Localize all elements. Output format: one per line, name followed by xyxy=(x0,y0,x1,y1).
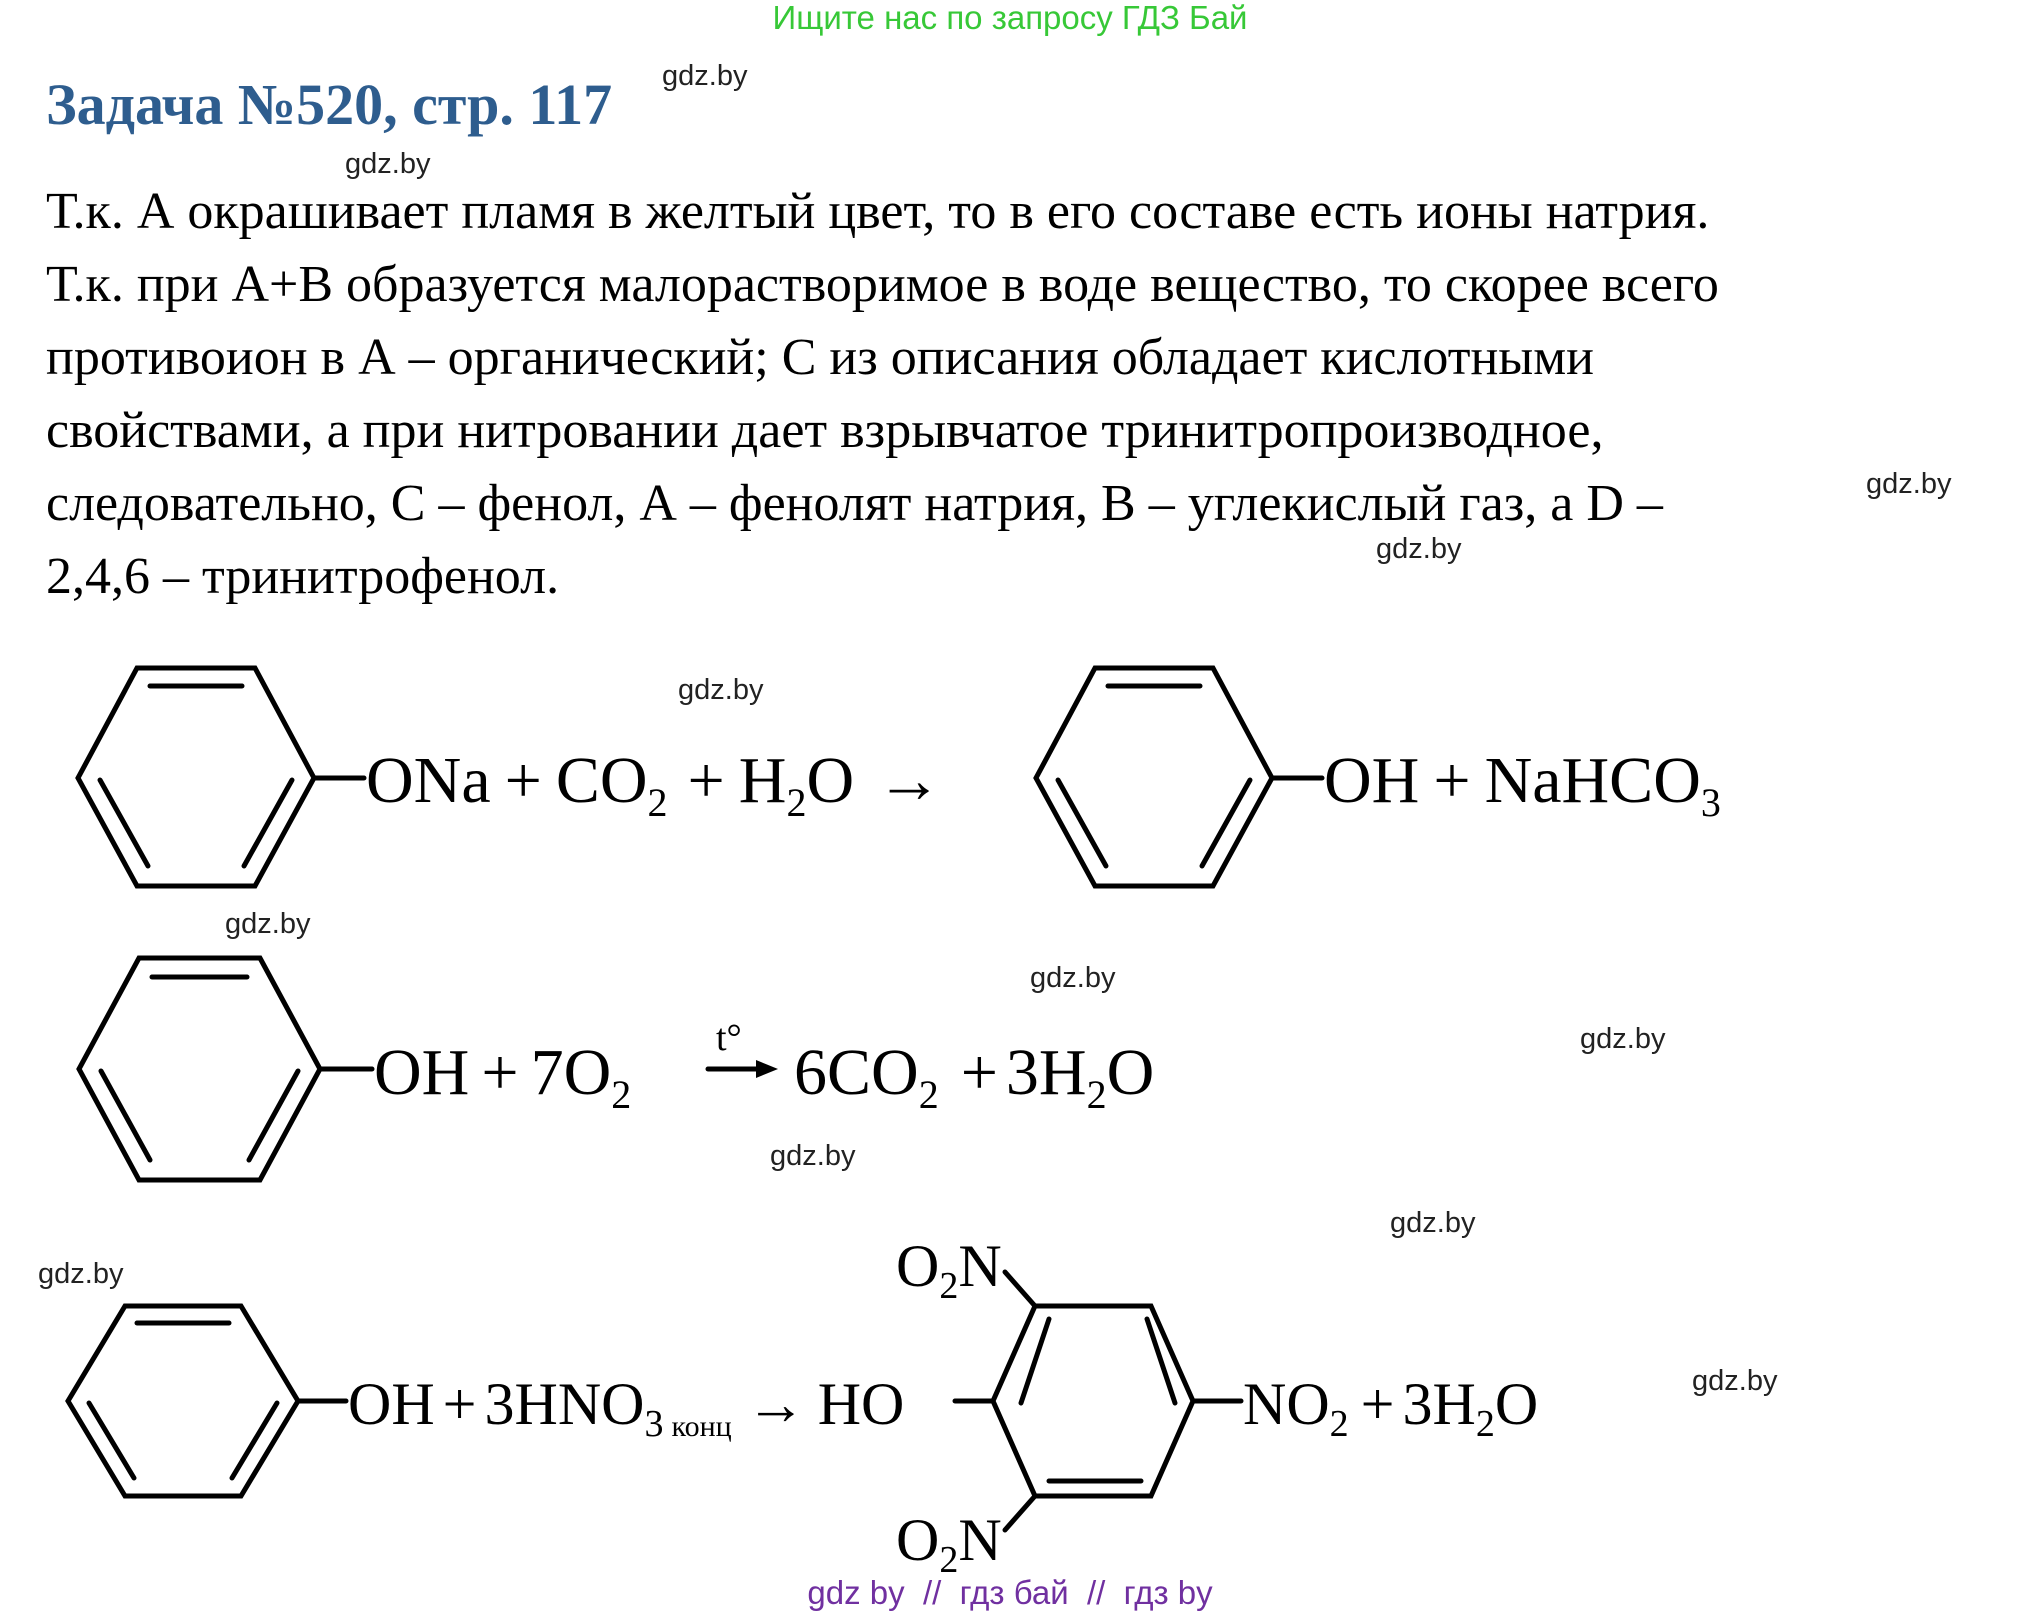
watermark: gdz.by xyxy=(1376,533,1462,565)
watermark: gdz.by xyxy=(678,674,764,706)
page-title: Задача №520, стр. 117 xyxy=(46,72,613,137)
equation-2-product-text: $6CO_2 + 3H_2O$ xyxy=(794,1036,1155,1117)
watermark: gdz.by xyxy=(770,1140,856,1172)
footer-links: gdz by // гдз бай // гдз by xyxy=(807,1574,1213,1611)
watermark: gdz.by xyxy=(345,148,431,180)
equation-2-text: OH + $7O_2$ xyxy=(374,1036,632,1117)
nitro-group-top: $O_2N$ xyxy=(896,1233,1002,1307)
text-line: противоион в А – органический; С из описания обладает кислотными xyxy=(46,329,1594,386)
watermark: gdz.by xyxy=(1030,962,1116,994)
equation-3-product-text: $NO_2 + 3H_2O$ xyxy=(1243,1371,1539,1445)
heat-arrow-icon xyxy=(708,1060,778,1078)
text-line: свойствами, а при нитровании дает взрывчатое тринитропроизводное, xyxy=(46,402,1604,459)
watermark: gdz.by xyxy=(1390,1207,1476,1239)
nitro-group-bottom: $O_2N$ xyxy=(896,1507,1002,1581)
benzene-ring-icon xyxy=(68,1306,346,1496)
benzene-ring-icon xyxy=(78,668,364,886)
text-line: следовательно, С – фенол, А – фенолят натрия, В – углекислый газ, а D – xyxy=(46,475,1663,532)
search-banner: Ищите нас по запросу ГДЗ Бай xyxy=(772,0,1248,36)
text-line: Т.к. А окрашивает пламя в желтый цвет, то в его составе есть ионы натрия. xyxy=(46,183,1710,240)
watermark: gdz.by xyxy=(662,60,748,92)
equation-3-text: OH + $3HNO_3$ конц → HO xyxy=(348,1371,905,1445)
benzene-ring-icon xyxy=(955,1272,1241,1530)
text-line: 2,4,6 – тринитрофенол. xyxy=(46,548,560,605)
watermark: gdz.by xyxy=(1866,468,1952,500)
heat-label: t° xyxy=(716,1017,742,1059)
text-line: Т.к. при А+В образуется малорастворимое в воде вещество, то скорее всего xyxy=(46,256,1719,313)
equation-1-text: ONa + $CO_2 + H_2O$ → xyxy=(366,744,943,825)
watermark: gdz.by xyxy=(38,1258,124,1290)
benzene-ring-icon xyxy=(79,958,372,1180)
watermark: gdz.by xyxy=(1580,1023,1666,1055)
equation-1-product-text: OH + NaHCO$_3$ xyxy=(1324,744,1721,825)
benzene-ring-icon xyxy=(1036,668,1322,886)
watermark: gdz.by xyxy=(1692,1365,1778,1397)
watermark: gdz.by xyxy=(225,908,311,940)
